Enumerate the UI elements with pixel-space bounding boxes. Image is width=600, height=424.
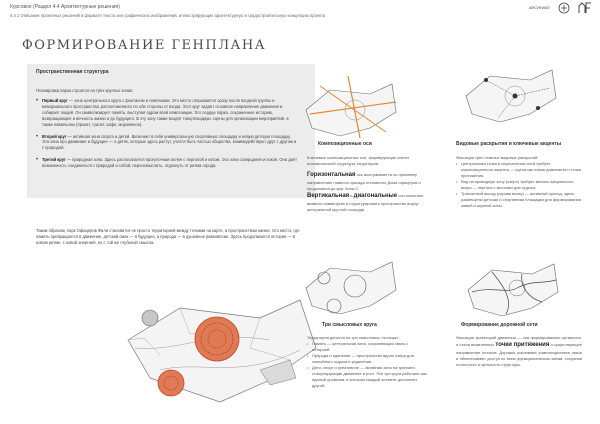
- structure-text: [36, 88, 298, 175]
- roads-text: Фиксация траекторий движения — она формировалась органично, и стала выявленных точки притяжения и существующее направление потоков. Дорожки усиливают композиционные связи и обеспечивают доступ ко всем функциональным зонам, сохраняя логичность и цельность структуры.: [456, 335, 582, 367]
- roads-diagram: [462, 250, 562, 322]
- axes-title: Композиционные оси: [318, 141, 372, 147]
- views-diagram: [460, 56, 560, 128]
- circles-text: Территория делится на три смысловых «кольца»: • Память — центральная зона, сохраняющая связь с историей. • Природа и единение — пространство вдоль озера для спокойного отдыха и уединения. • Дети, спорт и креативное — активная зона на транзите, стимулирующая движение и рост. Эти три круга работают как единый организм, в котором каждый элемент дополняет другой.: [307, 335, 427, 389]
- circles-item: • Природа и единение — пространство вдоль озера для спокойного отдыха и уединения.: [307, 353, 427, 365]
- circles-item: • Дети, спорт и креативное — активная зона на транзите, стимулирующая движение и рост. Эти три круга работают как единый организм, в котором каждый элемент дополняет другой.: [307, 365, 427, 389]
- structure-title: Пространственная структура: [36, 69, 109, 75]
- circles-title: Три смысловых круга: [322, 322, 377, 328]
- views-item: • Транзитный выход (справа внизу) — активный проход, здесь размещены детская и спортивная площадки для формирования живой и шумной зоны.: [456, 191, 582, 209]
- emblem-icon: [558, 2, 570, 14]
- axes-diagram: [300, 70, 400, 142]
- page-title: ФОРМИРОВАНИЕ ГЕНПЛАНА: [22, 38, 267, 53]
- views-title: Видовые раскрытия и ключевые акценты: [456, 141, 562, 147]
- structure-intro: Планировка парка строится на трёх круглых зонах:: [36, 88, 134, 93]
- structure-outro: Таким образом, парк Офицеров Фили становится не просто территорией между точками на карте, а пространством жизни. Это место, где память превращается в движение, детский смех — в будущее, а природа — в душевное равновесие. Здесь продолжается история — в новом ритме, с новой энергией, но с той же глубиной смысла.: [36, 228, 300, 245]
- axes-text: Ключевые композиционные оси, формирующие скелет планировочной структуры территории: Горизонтальная ось выстраивается по прежнему направлению главного фасада отсновного Дома офицеров и продолжена до круг Зоны 2. Вертикальная и диагональные оси помогают выявить симметрию и структурировать пространство вокруг центральной круглой площади.: [307, 155, 424, 212]
- roads-title: Формирование дорожной сети: [461, 322, 538, 328]
- zone-item: • Второй круг — активная зона спорта и детей. Включает в себя универсальную спортивную площадку и новую детскую площадку. Эта зона про движение и будущее — о детях, которые здесь растут, учатся быть частью общества, взаимодействуют друг с другом и с природой.: [36, 134, 298, 152]
- master-plan-drawing: [120, 260, 320, 410]
- views-item: • Вид на приводную зону (озеро) требует мягкого визуального якоря — пергола с местами для отдыха.: [456, 179, 582, 191]
- logo-group: [529, 2, 592, 14]
- arch-logo-icon: [578, 2, 592, 14]
- circles-item: • Память — центральная зона, сохраняющая связь с историей.: [307, 341, 427, 353]
- archiway-logo: ARCHIWAY: [528, 5, 550, 10]
- header-subtitle: 4.4.1 Описание проектных решений в формате текста или графических изображений, иллюстрирующих архитектурную и градостроительную концепцию проекта: [10, 13, 326, 18]
- views-item: • Центральная точка в пересечении осей требует композиционного акцента — сцена как новая доминанта и точка притяжения.: [456, 161, 582, 179]
- views-text: Фиксация трёх главных видовых раскрытий: • Центральная точка в пересечении осей требует композиционного акцента — сцена как новая доминанта и точка притяжения. • Вид на приводную зону (озеро) требует мягкого визуального якоря — пергола с местами для отдыха. • Транзитный выход (справа внизу) — активный проход, здесь размещены детская и спортивная площадки для формирования живой и шумной зоны.: [456, 155, 582, 209]
- zone-item: • Первый круг — зона центрального круга с фонтаном и лавочками. Это место открывается сразу после входной группы и мемориального пространства, расположенного по обе стороны от входа. Этот круг задаёт основное направление движения и собирает людей. Он символизирует память, выступая ядром всей композиции. Это сердце парка, сохраненное историю, возвращающее и вечность жизни и до будущего. В эту зону также входят танцплощадки, сцены для организации мероприятий, а также павильоны (прокат, туалет, кафе, мороженое).: [36, 98, 298, 128]
- circles-diagram: [300, 248, 400, 320]
- header-kicker: Курсовое (Раздел 4.4 Архитектурные решения): [10, 4, 120, 10]
- zone-item: • Третий круг — природная зона. Здесь располагается прогулочная аллея с перголой и катом. Эта зона созерцания и покоя. Она даёт возможность соединиться с природой и собой, переосмыслить, отдохнуть от ритма города.: [36, 157, 298, 169]
